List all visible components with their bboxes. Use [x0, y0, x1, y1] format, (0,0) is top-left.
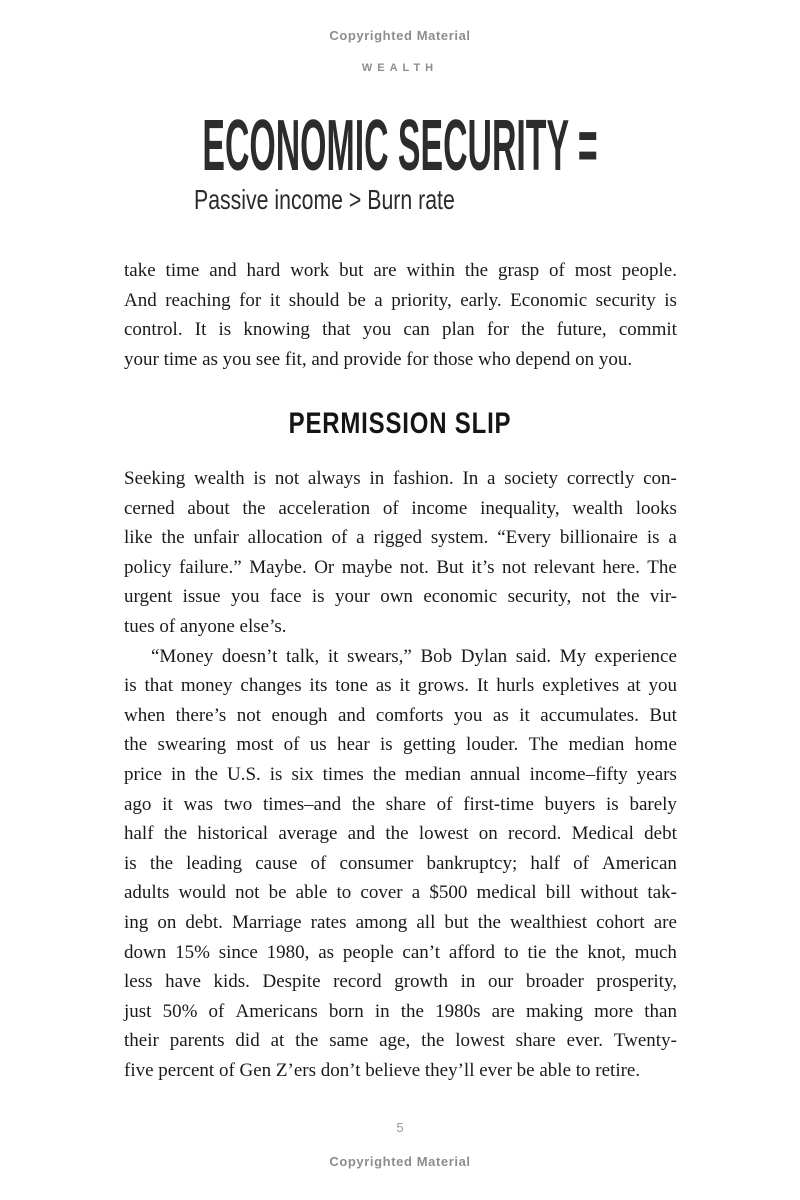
text-line: just 50% of Americans born in the 1980s are making more than [124, 1000, 677, 1022]
section-body [124, 464, 677, 1085]
text-line: ing on debt. Marriage rates among all but the wealthiest cohort are [124, 911, 677, 933]
text-line: is the leading cause of consumer bankruptcy; half of American [124, 852, 677, 874]
text-line: like the unfair allocation of a rigged system. “Every billionaire is a [124, 527, 677, 549]
copyright-notice-bottom: Copyrighted Material [329, 1154, 471, 1169]
text-line: is that money changes its tone as it grows. It hurls expletives at you [124, 675, 677, 697]
text-line: policy failure.” Maybe. Or maybe not. But it’s not relevant here. The [124, 556, 677, 578]
text-line: And reaching for it should be a priority, early. Economic security is [124, 289, 677, 311]
text-line: down 15% since 1980, as people can’t afford to tie the knot, much [124, 941, 677, 963]
text-line: tues of anyone else’s. [124, 615, 287, 637]
text-line: adults would not be able to cover a $500 medical bill without tak- [124, 882, 677, 904]
text-line: your time as you see fit, and provide for those who depend on you. [124, 348, 633, 370]
text-line: when there’s not enough and comforts you as it accumulates. But [124, 704, 677, 726]
running-head: WEALTH [361, 62, 439, 74]
text-line: control. It is knowing that you can plan for the future, commit [124, 319, 677, 341]
text-line: half the historical average and the lowest on record. Medical debt [124, 823, 677, 845]
text-line: five percent of Gen Z’ers don’t believe they’ll ever be able to retire. [124, 1059, 641, 1081]
copyright-notice-top: Copyrighted Material [329, 28, 471, 43]
page-number: 5 [396, 1120, 404, 1135]
chapter-title: ECONOMIC SECURITY = [202, 106, 598, 186]
section-heading: PERMISSION SLIP [288, 407, 512, 440]
intro-paragraph [124, 256, 677, 374]
text-line: the swearing most of us hear is getting louder. The median home [124, 734, 677, 756]
text-line: their parents did at the same age, the lowest share ever. Twenty- [124, 1030, 677, 1052]
text-line: urgent issue you face is your own economic security, not the vir- [124, 586, 677, 608]
text-line: less have kids. Despite record growth in our broader prosperity, [124, 971, 677, 993]
text-line: “Money doesn’t talk, it swears,” Bob Dylan said. My experience [151, 645, 677, 667]
text-line: ago it was two times–and the share of first-time buyers is barely [124, 793, 677, 815]
text-line: Seeking wealth is not always in fashion. In a society correctly con- [124, 468, 677, 489]
chapter-subtitle: Passive income > Burn rate [194, 184, 455, 215]
text-line: price in the U.S. is six times the median annual income–fifty years [124, 763, 677, 785]
text-line: cerned about the acceleration of income inequality, wealth looks [124, 497, 677, 519]
text-line: take time and hard work but are within the grasp of most people. [124, 260, 677, 281]
